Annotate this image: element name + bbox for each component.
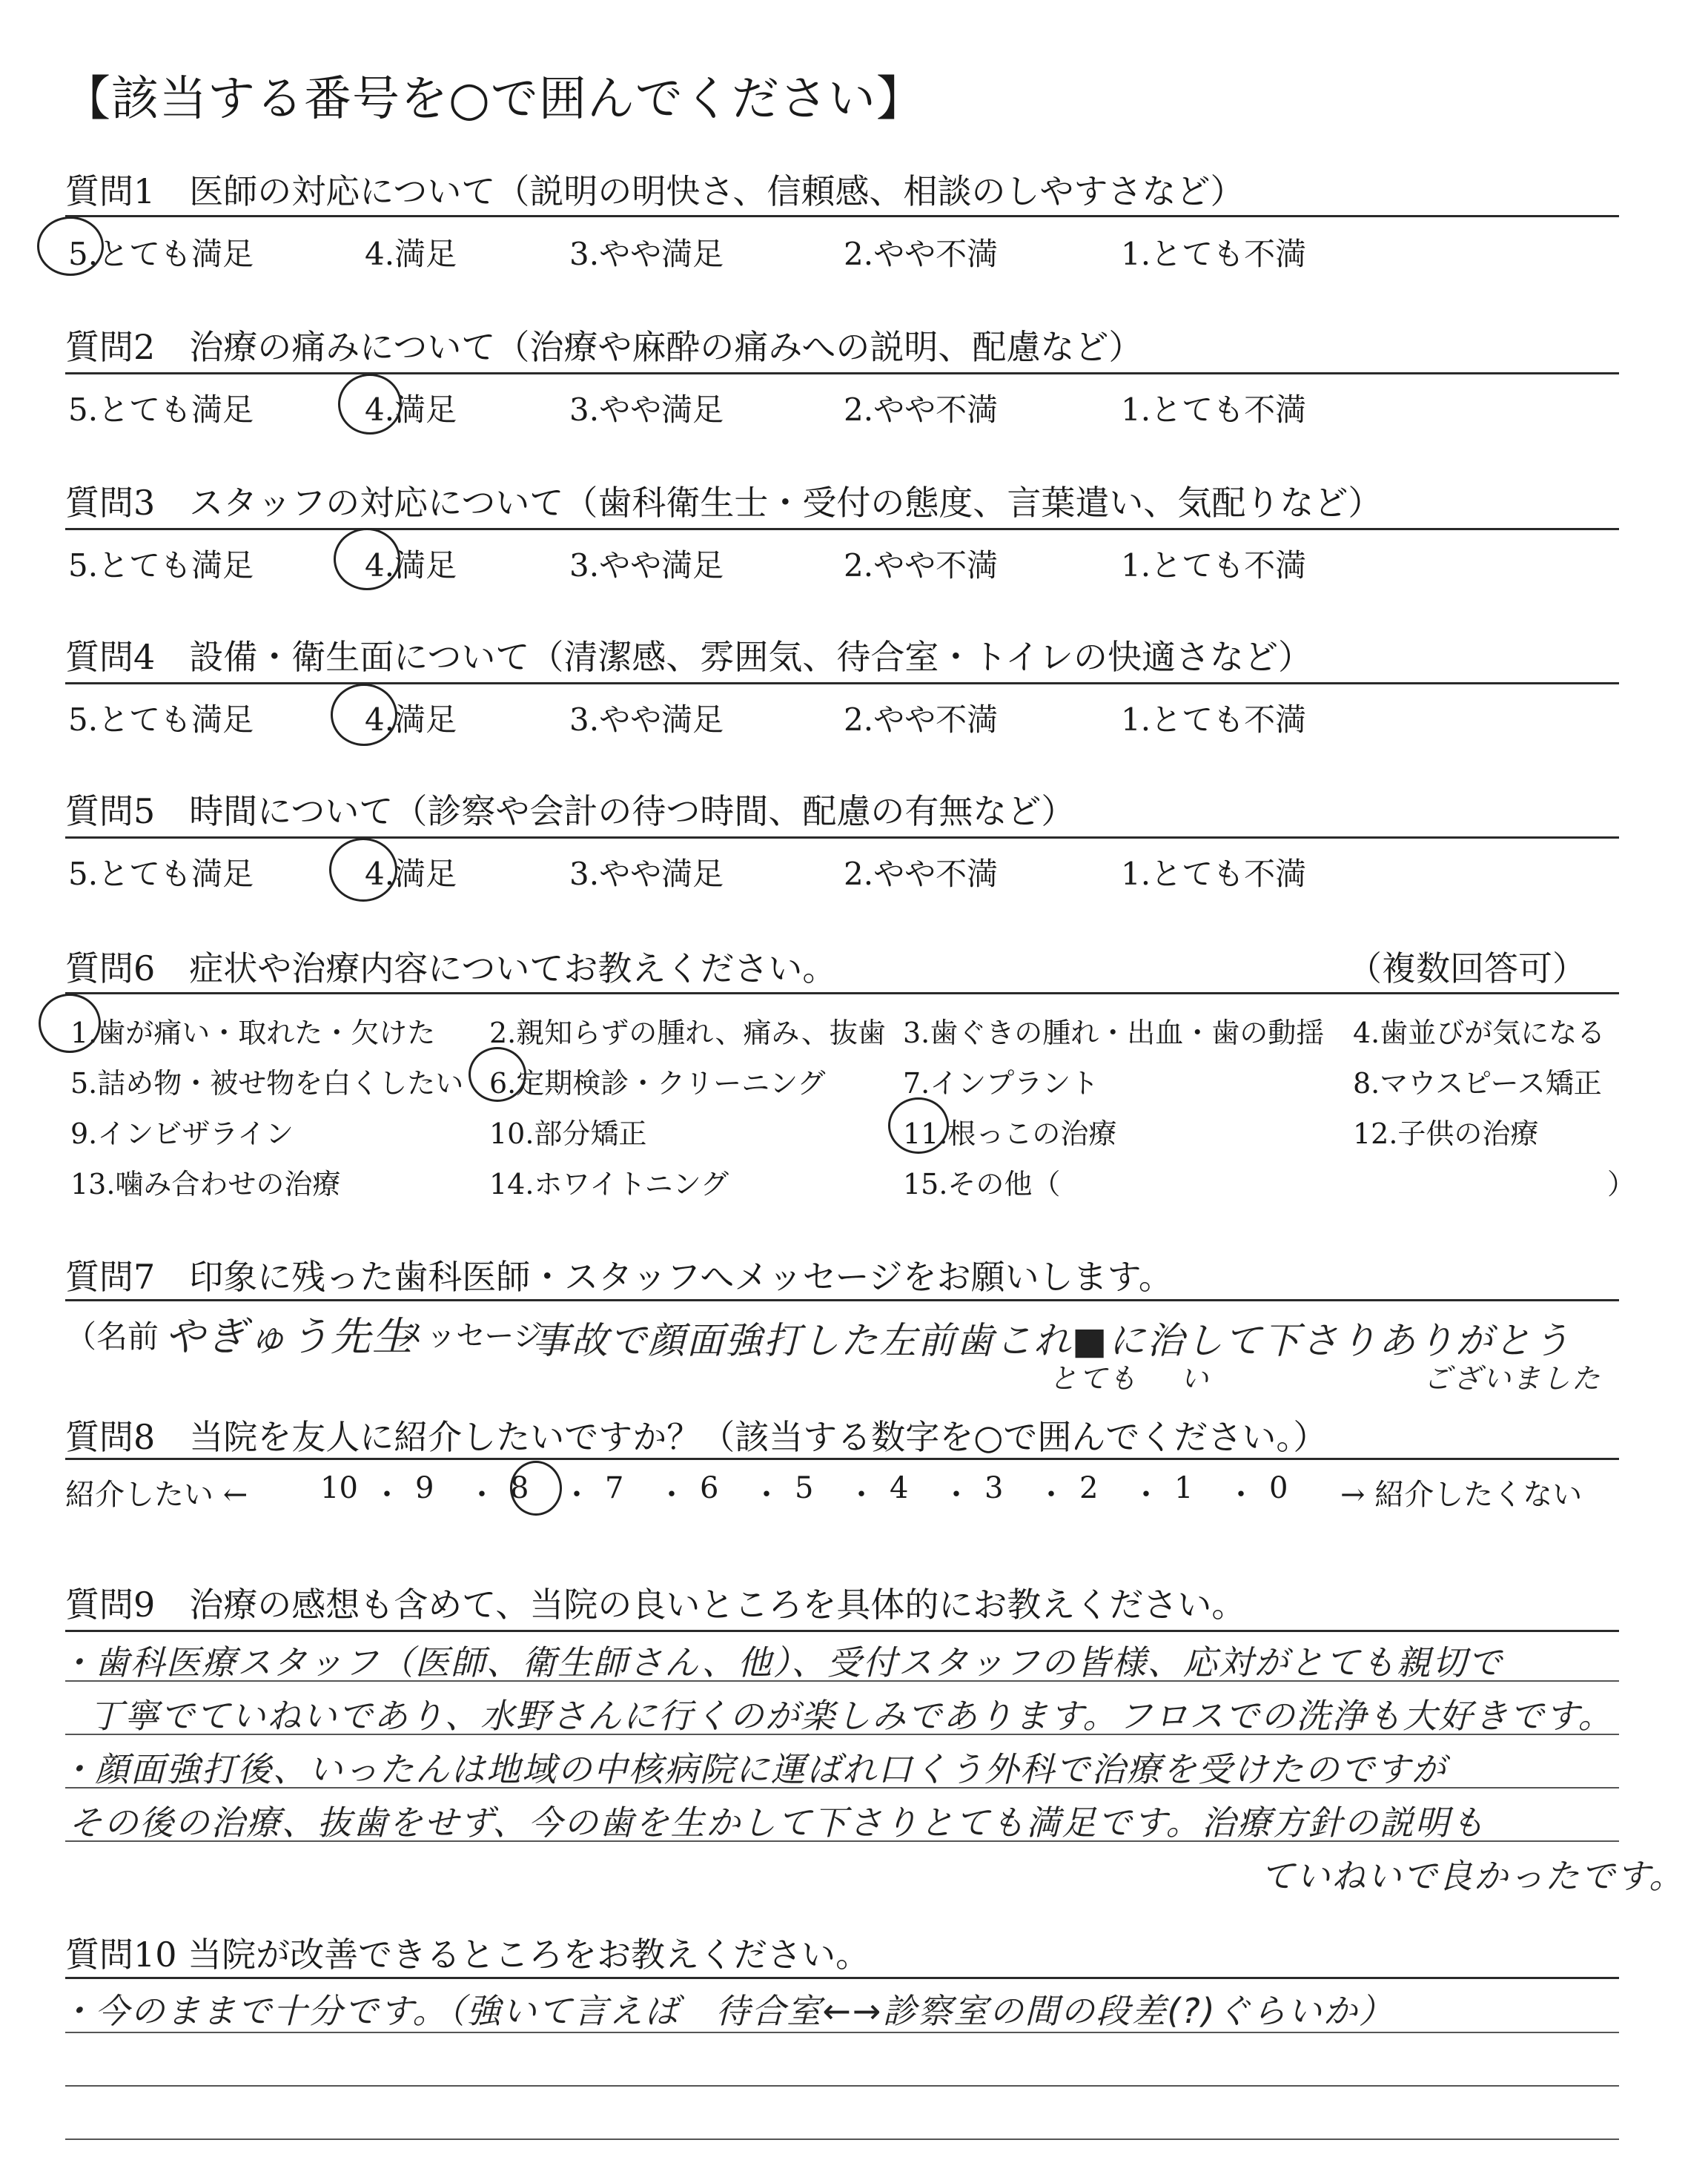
q7-message-value[interactable]: 事故で顔面強打した左前歯これ■に治して下さりありがとう xyxy=(532,1319,1572,1362)
q7-heading: 質問7 印象に残った歯科医師・スタッフへメッセージをお願いします。 xyxy=(65,1257,1173,1297)
q10-line-3 xyxy=(65,2138,1619,2140)
q8-scale-9[interactable]: 9 xyxy=(415,1471,434,1505)
q9-answer-line-1[interactable]: ・歯科医療スタッフ（医師、衛生師さん、他）、受付スタッフの皆様、応対がとても親切で xyxy=(59,1642,1503,1682)
q6-selected-circle-6 xyxy=(469,1047,526,1102)
q4-rule xyxy=(65,682,1619,684)
q8-scale-separator: ・ xyxy=(941,1478,971,1512)
page-title: 【該当する番号を○で囲んでください】 xyxy=(63,72,924,127)
q2-rule xyxy=(65,372,1619,374)
q6-option-5[interactable]: 5.詰め物・被せ物を白くしたい xyxy=(70,1067,464,1100)
q8-selected-circle xyxy=(510,1461,562,1516)
q1-heading: 質問1 医師の対応について（説明の明快さ、信頼感、相談のしやすさなど） xyxy=(65,171,1245,211)
q6-option-2[interactable]: 2.親知らずの腫れ、痛み、抜歯 xyxy=(489,1017,886,1049)
q1-option-1[interactable]: 1.とても不満 xyxy=(1121,236,1307,272)
q10-heading: 質問10 当院が改善できるところをお教えください。 xyxy=(65,1935,870,1975)
q4-option-5[interactable]: 5.とても満足 xyxy=(68,701,254,738)
q9-answer-line-2[interactable]: 丁寧でていねいであり、水野さんに行くのが楽しみであります。フロスでの洗浄も大好きです。 xyxy=(89,1696,1614,1736)
q6-selected-circle-1 xyxy=(39,994,101,1053)
q7-message-label: メッセージ xyxy=(397,1319,543,1353)
q6-option-4[interactable]: 4.歯並びが気になる xyxy=(1353,1017,1606,1049)
q4-option-3[interactable]: 3.やや満足 xyxy=(569,701,724,738)
q8-right-label: → 紹介したくない xyxy=(1340,1478,1583,1512)
q8-rule xyxy=(65,1458,1619,1460)
q6-heading: 質問6 症状や治療内容についてお教えください。 xyxy=(65,948,837,988)
q9-heading: 質問9 治療の感想も含めて、当院の良いところを具体的にお教えください。 xyxy=(65,1585,1246,1625)
q1-selected-circle xyxy=(37,217,104,276)
q8-scale-0[interactable]: 0 xyxy=(1269,1471,1288,1505)
q8-scale-10[interactable]: 10 xyxy=(320,1471,358,1505)
q8-scale-1[interactable]: 1 xyxy=(1174,1471,1194,1505)
q6-option-8[interactable]: 8.マウスピース矯正 xyxy=(1353,1067,1602,1100)
q6-option-3[interactable]: 3.歯ぐきの腫れ・出血・歯の動揺 xyxy=(903,1017,1325,1049)
q5-heading: 質問5 時間について（診察や会計の待つ時間、配慮の有無など） xyxy=(65,791,1076,831)
q3-option-5[interactable]: 5.とても満足 xyxy=(68,547,254,584)
q8-scale-2[interactable]: 2 xyxy=(1079,1471,1099,1505)
q9-answer-line-3[interactable]: ・顔面強打後、いったんは地域の中核病院に運ばれ口くう外科で治療を受けたのですが xyxy=(59,1749,1447,1789)
q6-option-14[interactable]: 14.ホワイトニング xyxy=(489,1168,729,1200)
q6-option-7[interactable]: 7.インプラント xyxy=(903,1067,1099,1100)
q5-rule xyxy=(65,836,1619,839)
q10-line-2 xyxy=(65,2085,1619,2087)
q1-option-4[interactable]: 4.満足 xyxy=(365,236,457,272)
q7-message-insert-1: とても xyxy=(1049,1362,1139,1395)
q9-rule xyxy=(65,1630,1619,1632)
q2-option-2[interactable]: 2.やや不満 xyxy=(844,392,999,428)
q2-option-4[interactable]: 4.満足 xyxy=(365,392,457,428)
q8-scale-separator: ・ xyxy=(1226,1478,1256,1512)
q10-rule xyxy=(65,1977,1619,1979)
q1-option-3[interactable]: 3.やや満足 xyxy=(569,236,724,272)
q8-scale-separator: ・ xyxy=(847,1478,876,1512)
q4-option-1[interactable]: 1.とても不満 xyxy=(1121,701,1307,738)
q7-message-tail: ございました xyxy=(1423,1362,1602,1395)
q3-heading: 質問3 スタッフの対応について（歯科衛生士・受付の態度、言葉遣い、気配りなど） xyxy=(65,483,1383,523)
q6-option-9[interactable]: 9.インビザライン xyxy=(70,1117,294,1150)
q8-left-label: 紹介したい ← xyxy=(65,1478,248,1512)
q6-option-6[interactable]: 6.定期検診・クリーニング xyxy=(489,1067,826,1100)
q8-scale-6[interactable]: 6 xyxy=(700,1471,719,1505)
q1-option-5[interactable]: 5.とても満足 xyxy=(68,236,254,272)
q3-option-4[interactable]: 4.満足 xyxy=(365,547,457,584)
q8-scale-separator: ・ xyxy=(562,1478,592,1512)
q7-message-insert-2: い xyxy=(1180,1362,1211,1395)
q2-option-1[interactable]: 1.とても不満 xyxy=(1121,392,1307,428)
q6-option-10[interactable]: 10.部分矯正 xyxy=(489,1117,647,1150)
q5-option-5[interactable]: 5.とても満足 xyxy=(68,856,254,892)
q6-option-15-close: ） xyxy=(1607,1168,1636,1200)
q4-option-4[interactable]: 4.満足 xyxy=(365,701,457,738)
q8-scale-separator: ・ xyxy=(1131,1478,1161,1512)
q2-selected-circle xyxy=(338,374,402,435)
q8-scale-8[interactable]: 8 xyxy=(510,1471,529,1505)
q5-option-4[interactable]: 4.満足 xyxy=(365,856,457,892)
q3-selected-circle xyxy=(334,528,400,590)
q4-selected-circle xyxy=(331,684,397,746)
q5-option-1[interactable]: 1.とても不満 xyxy=(1121,856,1307,892)
q4-heading: 質問4 設備・衛生面について（清潔感、雰囲気、待合室・トイレの快適さなど） xyxy=(65,637,1313,677)
q7-rule xyxy=(65,1299,1619,1301)
q2-option-3[interactable]: 3.やや満足 xyxy=(569,392,724,428)
q4-option-2[interactable]: 2.やや不満 xyxy=(844,701,999,738)
q6-selected-circle-11 xyxy=(888,1097,949,1154)
q8-scale-3[interactable]: 3 xyxy=(984,1471,1004,1505)
q9-answer-line-5[interactable]: ていねいで良かったです。 xyxy=(1260,1856,1685,1896)
q5-option-2[interactable]: 2.やや不満 xyxy=(844,856,999,892)
q8-scale-7[interactable]: 7 xyxy=(605,1471,624,1505)
q9-answer-line-4[interactable]: その後の治療、抜歯をせず、今の歯を生かして下さりとても満足です。治療方針の説明も xyxy=(68,1803,1486,1843)
q2-heading: 質問2 治療の痛みについて（治療や麻酔の痛みへの説明、配慮など） xyxy=(65,327,1143,367)
q6-option-1[interactable]: 1.歯が痛い・取れた・欠けた xyxy=(70,1017,436,1049)
q5-selected-circle xyxy=(329,838,397,902)
q8-scale-separator: ・ xyxy=(1036,1478,1066,1512)
q8-scale-separator: ・ xyxy=(752,1478,781,1512)
q8-scale-separator: ・ xyxy=(372,1478,402,1512)
q2-option-5[interactable]: 5.とても満足 xyxy=(68,392,254,428)
q6-option-12[interactable]: 12.子供の治療 xyxy=(1353,1117,1539,1150)
q8-scale-4[interactable]: 4 xyxy=(890,1471,909,1505)
q3-option-1[interactable]: 1.とても不満 xyxy=(1121,547,1307,584)
q5-option-3[interactable]: 3.やや満足 xyxy=(569,856,724,892)
q8-scale-separator: ・ xyxy=(657,1478,686,1512)
q1-option-2[interactable]: 2.やや不満 xyxy=(844,236,999,272)
q10-answer-line-1[interactable]: ・今のままで十分です。（強いて言えば 待合室←→診察室の間の段差(?)ぐらいか） xyxy=(59,1991,1394,2031)
q6-option-11[interactable]: 11.根っこの治療 xyxy=(903,1117,1117,1150)
q3-option-2[interactable]: 2.やや不満 xyxy=(844,547,999,584)
q7-name-value[interactable]: やぎゅう先生 xyxy=(165,1313,414,1360)
q6-rule xyxy=(65,992,1619,994)
q7-name-label: （名前 xyxy=(65,1318,159,1355)
q3-option-3[interactable]: 3.やや満足 xyxy=(569,547,724,584)
q3-rule xyxy=(65,528,1619,530)
q1-rule xyxy=(65,215,1619,217)
q6-option-15[interactable]: 15.その他（ xyxy=(903,1168,1061,1200)
q8-scale-separator: ・ xyxy=(467,1478,497,1512)
q8-heading: 質問8 当院を友人に紹介したいですか？（該当する数字を○で囲んでください。） xyxy=(65,1417,1328,1457)
q8-scale-5[interactable]: 5 xyxy=(795,1471,814,1505)
q6-option-13[interactable]: 13.噛み合わせの治療 xyxy=(70,1168,341,1200)
q6-note: （複数回答可） xyxy=(1348,948,1586,988)
